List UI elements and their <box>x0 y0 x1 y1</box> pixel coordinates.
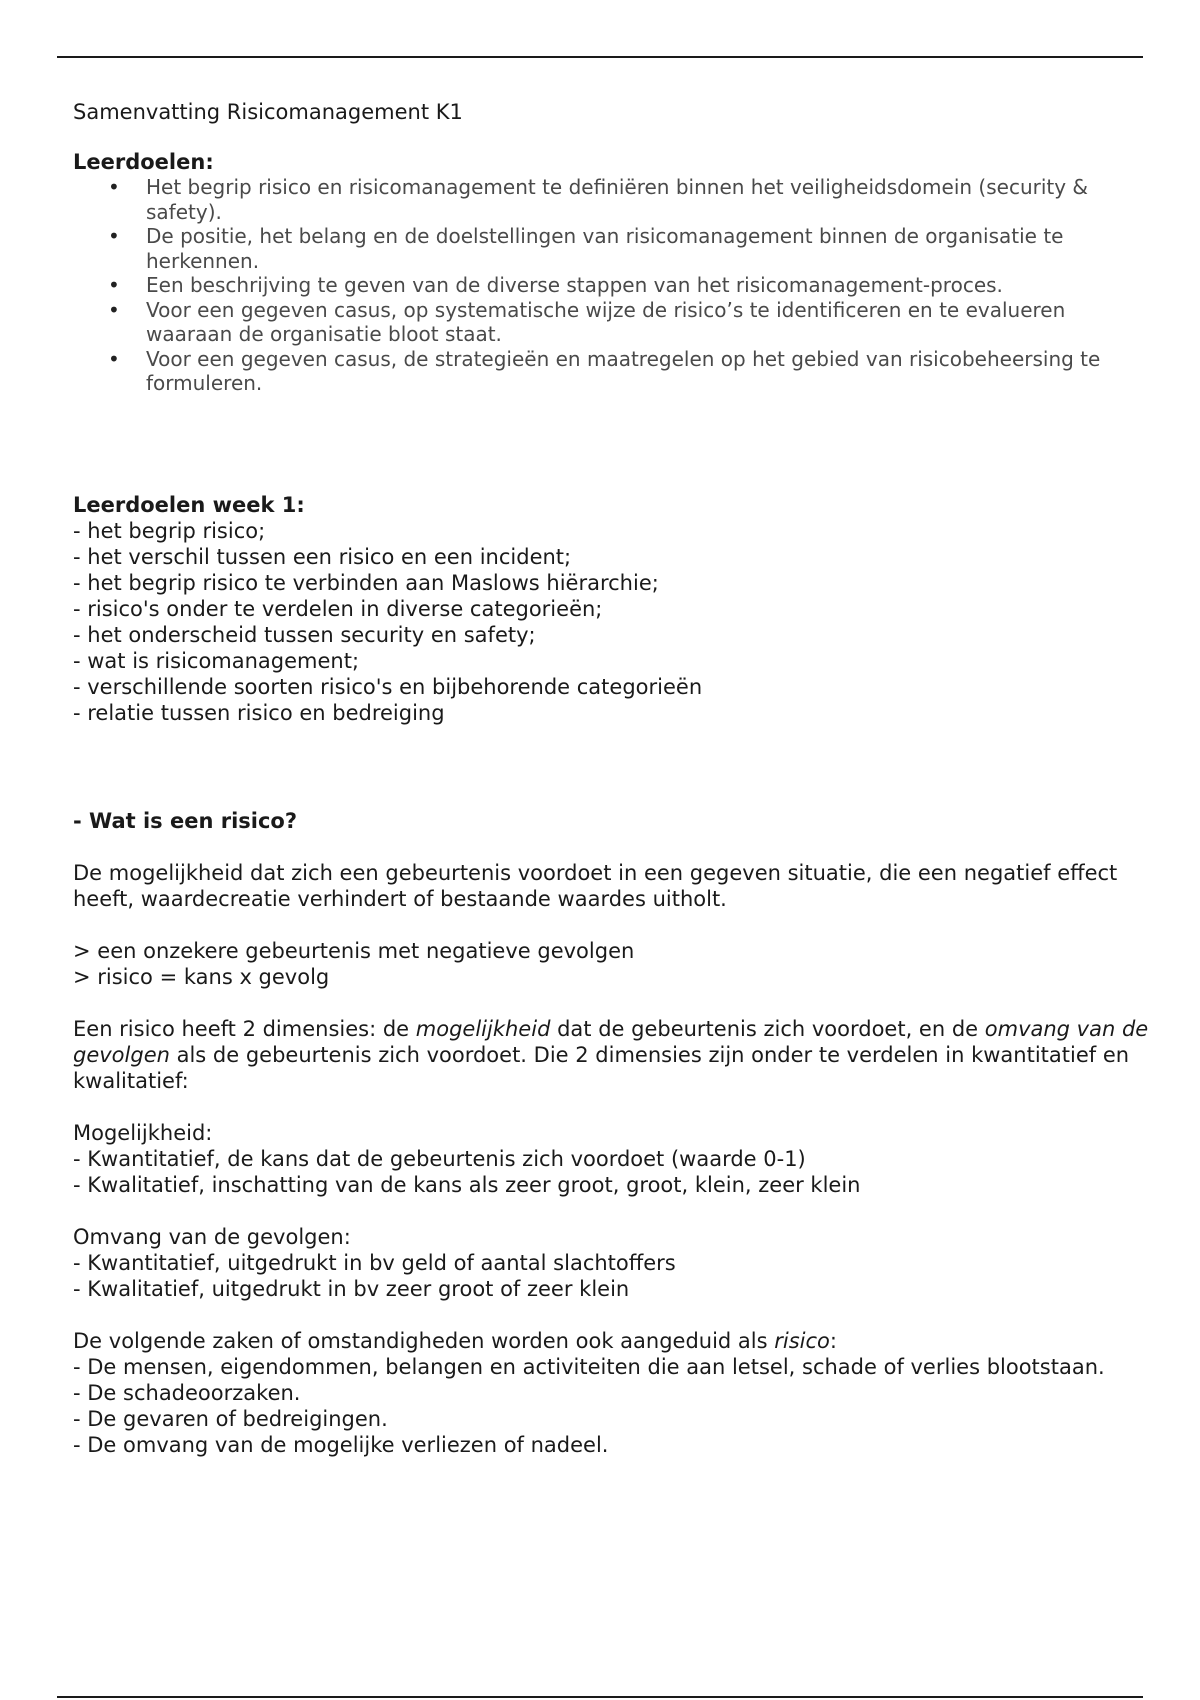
mogelijkheid-label: Mogelijkheid: <box>73 1120 213 1145</box>
mogelijkheid-item: - Kwalitatief, inschatting van de kans als zeer groot, groot, klein, zeer klein <box>73 1172 861 1197</box>
week1-list <box>73 518 1153 726</box>
zaken-intro-emphasis: risico <box>774 1328 830 1353</box>
omvang-label: Omvang van de gevolgen: <box>73 1224 351 1249</box>
risico-definition: De mogelijkheid dat zich een gebeurtenis voordoet in een gegeven situatie, die een negatief effect heeft, waardecreatie verhindert of bestaande waardes uitholt. <box>73 860 1124 911</box>
zaken-intro-end: : <box>829 1328 837 1353</box>
mogelijkheid-item: - Kwantitatief, de kans dat de gebeurtenis zich voordoet (waarde 0-1) <box>73 1146 806 1171</box>
leerdoel-item: • Een beschrijving te geven van de diverse stappen van het risicomanagement-proces. <box>73 273 1153 298</box>
risico-point: > een onzekere gebeurtenis met negatieve gevolgen <box>73 938 635 963</box>
leerdoelen-heading: Leerdoelen: <box>73 150 214 174</box>
risico-point: > risico = kans x gevolg <box>73 964 330 989</box>
document-title: Samenvatting Risicomanagement K1 <box>73 100 463 124</box>
bottom-rule <box>57 1696 1143 1698</box>
leerdoel-item: • Voor een gegeven casus, de strategieën en maatregelen op het gebied van risicobeheersing te formuleren. <box>73 347 1153 396</box>
omvang-item: - Kwalitatief, uitgedrukt in bv zeer groot of zeer klein <box>73 1276 630 1301</box>
week1-item: - relatie tussen risico en bedreiging <box>73 700 445 725</box>
leerdoel-item: • Voor een gegeven casus, op systematische wijze de risico’s te identificeren en te evalueren waaraan de organisatie bloot staat. <box>73 298 1153 347</box>
week1-item: - het verschil tussen een risico en een incident; <box>73 544 572 569</box>
zaken-item: - De gevaren of bedreigingen. <box>73 1406 388 1431</box>
leerdoel-item: • De positie, het belang en de doelstellingen van risicomanagement binnen de organisatie te herkennen. <box>73 224 1153 273</box>
week1-item: - het begrip risico te verbinden aan Maslows hiërarchie; <box>73 570 659 595</box>
zaken-intro-text: De volgende zaken of omstandigheden worden ook aangeduid als <box>73 1328 775 1353</box>
zaken-intro <box>73 1328 1153 1354</box>
week1-item: - risico's onder te verdelen in diverse categorieën; <box>73 596 603 621</box>
week1-item: - verschillende soorten risico's en bijbehorende categorieën <box>73 674 703 699</box>
document-content <box>73 99 1153 1458</box>
dimensions-emphasis: omvang van de gevolgen <box>73 1016 1155 1067</box>
top-rule <box>57 56 1143 58</box>
zaken-item: - De schadeoorzaken. <box>73 1380 301 1405</box>
leerdoel-item: • Het begrip risico en risicomanagement te definiëren binnen het veiligheidsdomein (security & safety). <box>73 175 1153 224</box>
week1-heading: Leerdoelen week 1: <box>73 492 305 517</box>
dimensions-text: als de gebeurtenis zich voordoet. Die 2 dimensies zijn onder te verdelen in kwantitatief en kwalitatief: <box>73 1042 1136 1093</box>
dimensions-emphasis: mogelijkheid <box>415 1016 551 1041</box>
leerdoelen-list <box>73 175 1153 396</box>
omvang-item: - Kwantitatief, uitgedrukt in bv geld of aantal slachtoffers <box>73 1250 676 1275</box>
week1-item: - het begrip risico; <box>73 518 266 543</box>
dimensions-text: Een risico heeft 2 dimensies: de <box>73 1016 416 1041</box>
risico-heading: - Wat is een risico? <box>73 808 298 833</box>
zaken-item: - De omvang van de mogelijke verliezen of nadeel. <box>73 1432 609 1457</box>
zaken-item: - De mensen, eigendommen, belangen en activiteiten die aan letsel, schade of verlies blootstaan. <box>73 1354 1105 1379</box>
dimensions-text: dat de gebeurtenis zich voordoet, en de <box>550 1016 985 1041</box>
week1-item: - wat is risicomanagement; <box>73 648 360 673</box>
dimensions-paragraph <box>73 1016 1153 1094</box>
week1-item: - het onderscheid tussen security en safety; <box>73 622 536 647</box>
